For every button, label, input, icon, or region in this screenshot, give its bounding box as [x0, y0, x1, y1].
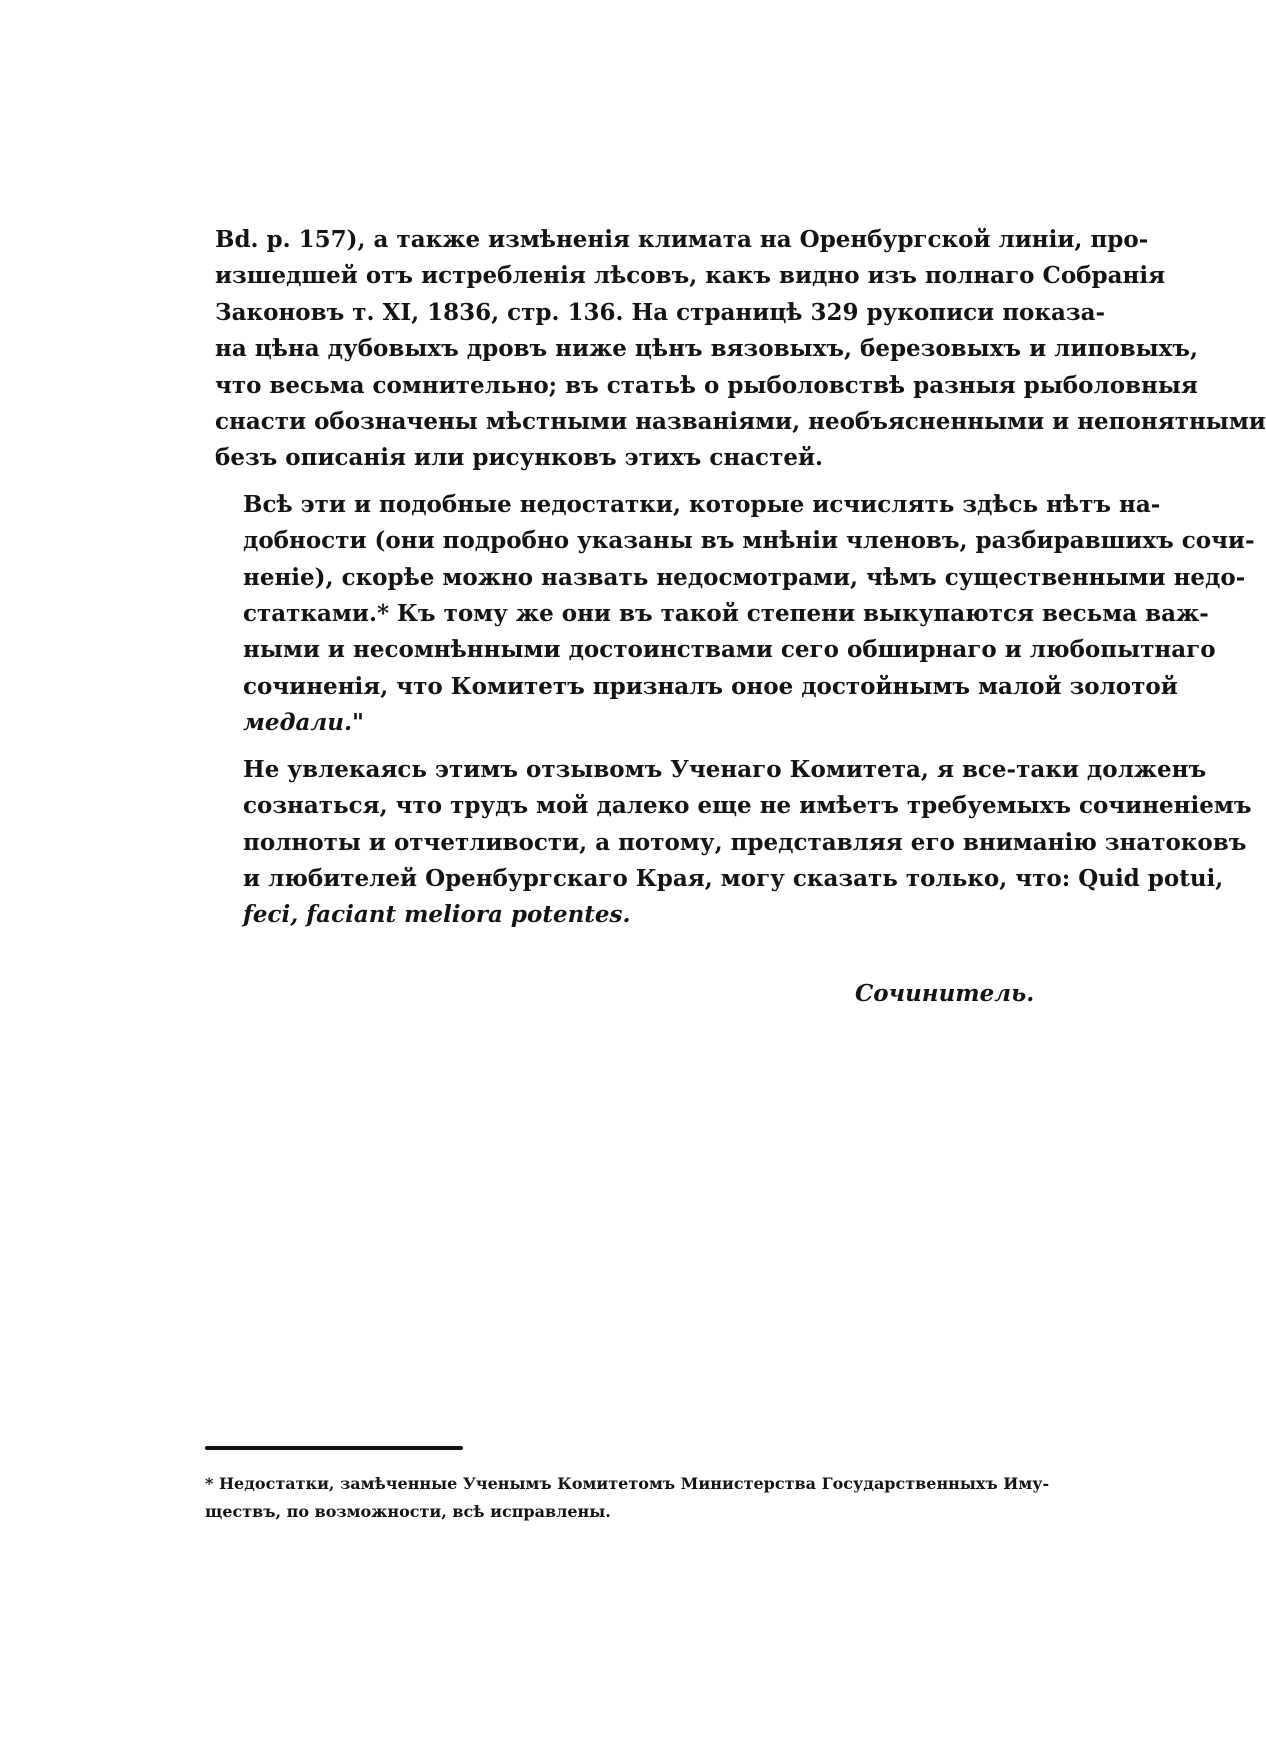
text-line: добности (они подробно указаны въ мнѣніи членовъ, разбиравшихъ сочи- [243, 527, 1255, 555]
main-text [215, 222, 1266, 944]
text-line: неніе), скорѣе можно назвать недосмотрами, чѣмъ существенными недо- [243, 563, 1246, 591]
footnote [205, 1470, 1050, 1526]
text-line: сознаться, что трудъ мой далеко еще не имѣетъ требуемыхъ сочиненіемъ [243, 792, 1252, 820]
text-line: медали." [243, 709, 364, 737]
text-line: статками.* Къ тому же они въ такой степени выкупаются весьма важ- [243, 600, 1209, 628]
text-line: сочиненія, что Комитетъ призналъ оное достойнымъ малой золотой [243, 672, 1178, 700]
text-line: полноты и отчетливости, а потому, представляя его вниманію знатоковъ [243, 828, 1247, 856]
text-line: на цѣна дубовыхъ дровъ ниже цѣнъ вязовыхъ, березовыхъ и липовыхъ, [215, 335, 1199, 363]
text-line: feci, faciant meliora potentes. [243, 901, 631, 929]
text-line: Bd. p. 157), а также измѣненія климата на Оренбургской линіи, про- [215, 226, 1149, 253]
signature: Сочинитель. [855, 980, 1035, 1007]
text-line: безъ описанія или рисунковъ этихъ снастей. [215, 444, 824, 472]
footnote-line: * Недостатки, замѣченные Ученымъ Комитетомъ Министерства Государственныхъ Иму- [205, 1474, 1050, 1493]
text-line: снасти обозначены мѣстными названіями, необъясненными и непонятными [215, 408, 1266, 436]
paragraph-3 [215, 752, 1252, 934]
text-line: Не увлекаясь этимъ отзывомъ Ученаго Комитета, я все-таки долженъ [243, 755, 1207, 783]
footnote-line: ществъ, по возможности, всѣ исправлены. [205, 1502, 611, 1521]
text-line: и любителей Оренбургскаго Края, могу сказать только, что: Quid potui, [243, 864, 1224, 892]
paragraph-1 [215, 222, 1266, 477]
footnote-divider [205, 1446, 463, 1450]
paragraph-2 [215, 487, 1255, 742]
text-line: Всѣ эти и подобные недостатки, которые исчислять здѣсь нѣтъ на- [243, 490, 1161, 518]
text-line: Законовъ т. XI, 1836, стр. 136. На страницѣ 329 рукописи показа- [215, 298, 1106, 326]
text-line: что весьма сомнительно; въ статьѣ о рыболовствѣ разныя рыболовныя [215, 371, 1198, 399]
text-line: ными и несомнѣнными достоинствами сего обширнаго и любопытнаго [243, 636, 1216, 664]
text-line: изшедшей отъ истребленія лѣсовъ, какъ видно изъ полнаго Собранія [215, 262, 1166, 290]
